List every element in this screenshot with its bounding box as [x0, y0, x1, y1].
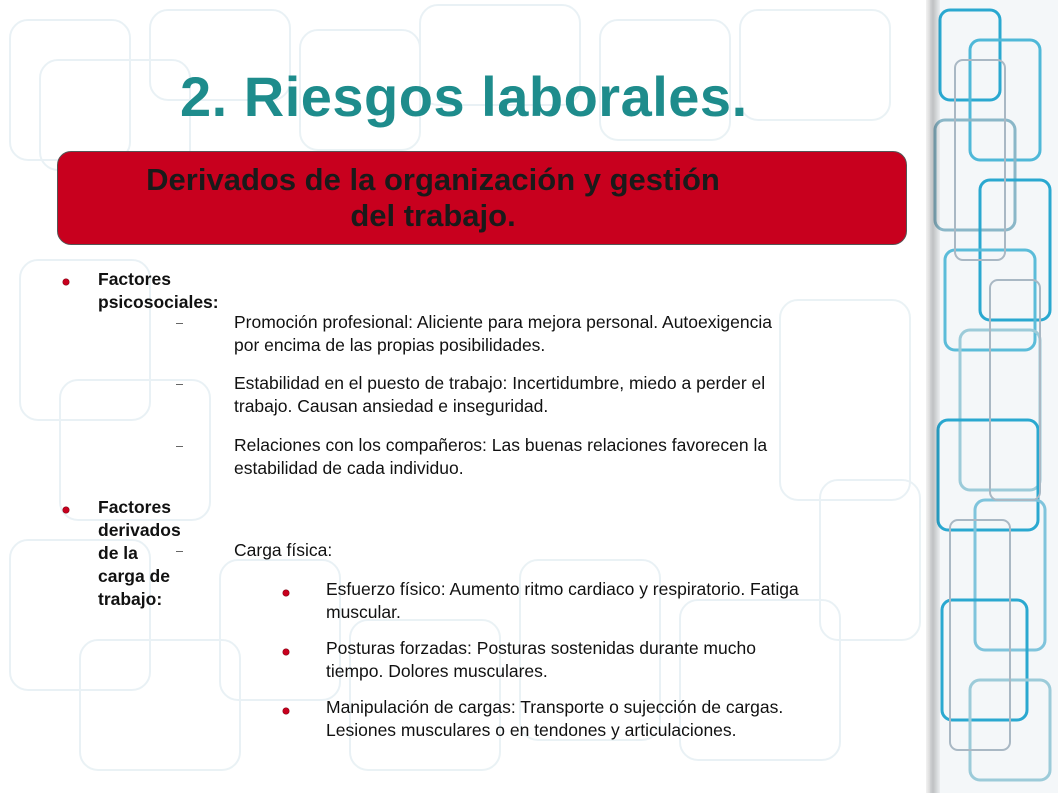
list-item-line: estabilidad de cada individuo. — [234, 458, 464, 478]
red-dot-icon — [283, 649, 289, 655]
list-item — [234, 434, 894, 480]
banner-line-2: del trabajo. — [350, 198, 516, 233]
dash-icon — [176, 323, 183, 324]
list-item-line: trabajo. Causan ansiedad e inseguridad. — [234, 396, 549, 416]
dash-icon — [176, 384, 183, 385]
list-item-line: Promoción profesional: Aliciente para mejora personal. Autoexigencia — [234, 312, 772, 332]
sub-list-item — [326, 696, 906, 742]
sub-list-item — [326, 637, 906, 683]
decorative-lines — [930, 0, 1058, 793]
sub-list-item-line: tiempo. Dolores musculares. — [326, 661, 548, 681]
list-item-line: Relaciones con los compañeros: Las buenas relaciones favorecen la — [234, 435, 768, 455]
section-heading-carga-trabajo: Factores derivados de la carga de trabajo: — [98, 497, 181, 609]
list-item-carga-fisica: Carga física: — [234, 540, 333, 560]
list-item — [234, 372, 894, 418]
dash-icon — [176, 551, 183, 552]
section-heading-psicosociales: Factores psicosociales: — [98, 269, 219, 312]
red-dot-icon — [63, 279, 69, 285]
list-item-line: Estabilidad en el puesto de trabajo: Incertidumbre, miedo a perder el — [234, 373, 766, 393]
sub-list-item-line: Esfuerzo físico: Aumento ritmo cardiaco y respiratorio. Fatiga — [326, 579, 799, 599]
slide-title: 2. Riesgos laborales. — [180, 65, 748, 128]
list-item — [234, 311, 894, 357]
sub-list-item-line: muscular. — [326, 602, 401, 622]
list-item-line: por encima de las propias posibilidades. — [234, 335, 546, 355]
sub-list-item — [326, 578, 906, 624]
sub-list-item-line: Posturas forzadas: Posturas sostenidas durante mucho — [326, 638, 756, 658]
section-banner — [57, 151, 907, 245]
sub-list-item-line: Lesiones musculares o en tendones y articulaciones. — [326, 720, 737, 740]
page-shadow — [926, 0, 940, 793]
sub-list-item-line: Manipulación de cargas: Transporte o sujección de cargas. — [326, 697, 784, 717]
red-dot-icon — [63, 507, 69, 513]
banner-heading — [58, 162, 808, 234]
red-dot-icon — [283, 590, 289, 596]
decorative-border — [930, 0, 1058, 793]
banner-line-1: Derivados de la organización y gestión — [146, 162, 720, 197]
dash-icon — [176, 446, 183, 447]
red-dot-icon — [283, 708, 289, 714]
